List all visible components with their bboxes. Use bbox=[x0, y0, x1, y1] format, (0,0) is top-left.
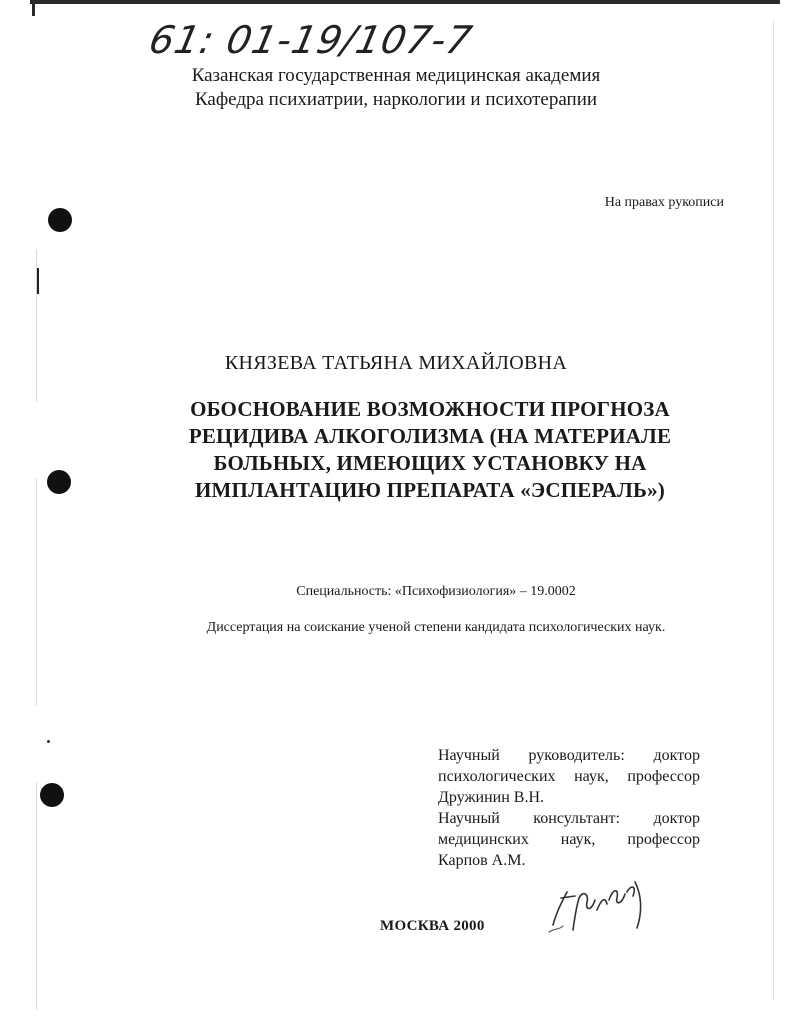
institution-block bbox=[0, 64, 792, 112]
scan-speck bbox=[47, 740, 50, 743]
title-line: БОЛЬНЫХ, ИМЕЮЩИХ УСТАНОВКУ НА bbox=[213, 451, 647, 475]
consultant-name: Карпов А.М. bbox=[438, 852, 526, 869]
city-year: МОСКВА 2000 bbox=[380, 918, 485, 934]
supervisor-name: Дружинин В.Н. bbox=[438, 789, 545, 806]
department-name: Кафедра психиатрии, наркологии и психотерапии bbox=[194, 89, 598, 110]
dissertation-title bbox=[150, 396, 710, 504]
handwritten-signature-icon bbox=[545, 870, 655, 940]
title-line: ИМПЛАНТАЦИЮ ПРЕПАРАТА «ЭСПЕРАЛЬ») bbox=[194, 478, 665, 502]
consultant-line: Научный консультант: доктор bbox=[438, 810, 700, 827]
supervisor-line: психологических наук, профессор bbox=[438, 768, 700, 785]
rights-note: На правах рукописи bbox=[604, 195, 724, 210]
punch-hole-icon bbox=[48, 208, 72, 232]
consultant-line: медицинских наук, профессор bbox=[438, 831, 700, 848]
scan-edge-left bbox=[32, 0, 35, 16]
scan-edge-right-line bbox=[773, 20, 774, 1000]
dissertation-degree-line: Диссертация на соискание ученой степени кандидата психологических наук. bbox=[206, 620, 666, 635]
scan-mark bbox=[37, 268, 39, 294]
title-line: РЕЦИДИВА АЛКОГОЛИЗМА (НА МАТЕРИАЛЕ bbox=[188, 424, 672, 448]
advisors-block bbox=[438, 745, 700, 871]
handwritten-catalog-number: 61: 01-19/107-7 bbox=[145, 18, 477, 62]
punch-hole-icon bbox=[40, 783, 64, 807]
title-line: ОБОСНОВАНИЕ ВОЗМОЖНОСТИ ПРОГНОЗА bbox=[190, 397, 670, 421]
author-name: КНЯЗЕВА ТАТЬЯНА МИХАЙЛОВНА bbox=[224, 352, 568, 374]
supervisor-line: Научный руководитель: доктор bbox=[438, 747, 700, 764]
punch-hole-icon bbox=[47, 470, 71, 494]
institution-name: Казанская государственная медицинская академия bbox=[191, 65, 601, 86]
specialty-line: Специальность: «Психофизиология» – 19.0002 bbox=[296, 584, 576, 599]
scan-edge-top bbox=[30, 0, 780, 4]
